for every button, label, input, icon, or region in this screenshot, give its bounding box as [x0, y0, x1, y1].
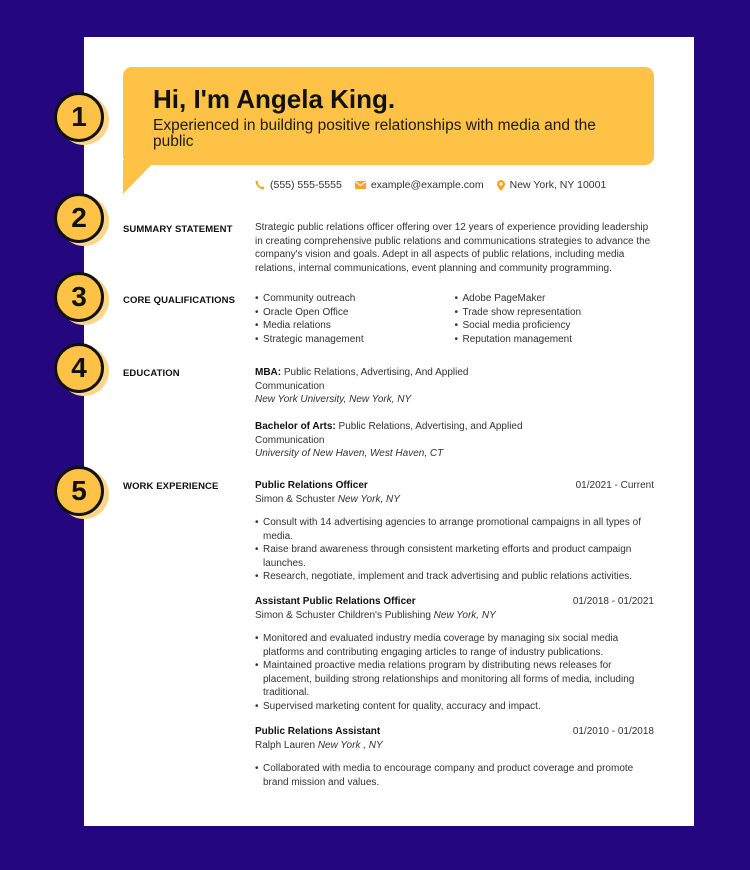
email-text: example@example.com — [370, 179, 484, 191]
contact-email[interactable] — [355, 179, 484, 191]
qualifications-list — [255, 292, 654, 346]
degree-field: Public Relations, Advertising, and Applied Communication — [255, 421, 523, 446]
school-name: University of New Haven, West Haven, CT — [255, 448, 444, 459]
phone-text: (555) 555-5555 — [270, 179, 342, 191]
summary-heading: SUMMARY STATEMENT — [123, 224, 233, 235]
education-entry — [255, 366, 525, 407]
job-entry — [255, 595, 654, 713]
job-header — [255, 725, 654, 739]
summary-text: Strategic public relations officer offering over 12 years of experience providing leadership in creating comprehensive public relations and communications strategies to advance the company's vision and goals. Adept in all aspects of public relations, including media relations, internal communications, event planning and community programming. — [255, 222, 651, 274]
badge-number: 1 — [71, 101, 87, 132]
step-badge-2 — [54, 193, 108, 247]
candidate-tagline: Experienced in building positive relationships with media and the public — [153, 117, 596, 150]
education-heading: EDUCATION — [123, 368, 180, 379]
qualifications-column-right — [455, 292, 655, 346]
qualifications-column-left — [255, 292, 455, 346]
contact-location — [497, 179, 607, 191]
job-bullet: • Collaborated with media to encourage company and product coverage and promote brand mission and values. — [255, 762, 654, 789]
experience-heading: WORK EXPERIENCE — [123, 481, 219, 492]
location-pin-icon — [497, 180, 505, 191]
degree-name: Bachelor of Arts: — [255, 421, 336, 432]
contact-phone[interactable] — [255, 179, 342, 191]
job-dates: 01/2021 - Current — [575, 480, 654, 491]
job-dates: 01/2010 - 01/2018 — [572, 726, 654, 737]
candidate-name: Hi, I'm Angela King. — [153, 84, 396, 114]
badge-number: 3 — [71, 281, 87, 312]
job-bullet: • Maintained proactive media relations program by distributing news releases for placement, building strong relationships and monitoring all forms of media, including traditional. — [255, 659, 654, 700]
job-bullet: • Supervised marketing content for quality, accuracy and impact. — [255, 700, 654, 714]
job-bullets — [255, 632, 654, 713]
step-badge-4 — [54, 343, 108, 397]
header-banner — [123, 67, 654, 165]
job-bullet: • Raise brand awareness through consistent marketing efforts and product campaign launches. — [255, 543, 654, 570]
company-name: Ralph Lauren — [255, 739, 316, 751]
job-bullets — [255, 516, 654, 584]
job-bullet: • Monitored and evaluated industry media coverage by managing six social media platforms and contributing engaging articles to range of industry publications. — [255, 632, 654, 659]
qualification-item: • Oracle Open Office — [255, 306, 455, 320]
job-dates: 01/2018 - 01/2021 — [572, 596, 654, 607]
step-badge-3 — [54, 272, 108, 326]
job-employer — [255, 739, 654, 753]
company-location: New York, NY — [337, 493, 400, 505]
location-text: New York, NY 10001 — [509, 179, 607, 191]
phone-icon — [255, 180, 265, 190]
job-bullets — [255, 762, 654, 789]
company-location: New York, NY — [433, 609, 496, 621]
company-name: Simon & Schuster Children's Publishing — [255, 609, 431, 621]
qualification-item: • Adobe PageMaker — [455, 292, 655, 306]
job-employer — [255, 609, 654, 623]
step-badge-5 — [54, 466, 108, 520]
step-badge-1 — [54, 92, 108, 146]
contact-info — [255, 179, 606, 191]
badge-number: 4 — [71, 352, 87, 383]
degree-name: MBA: — [255, 367, 282, 378]
company-location: New York , NY — [317, 739, 383, 751]
email-icon — [355, 181, 366, 189]
qualification-item: • Media relations — [255, 319, 455, 333]
education-entry — [255, 420, 525, 461]
qualification-item: • Community outreach — [255, 292, 455, 306]
job-header — [255, 479, 654, 493]
job-bullet: • Consult with 14 advertising agencies to arrange promotional campaigns in all types of media. — [255, 516, 654, 543]
badge-number: 5 — [71, 475, 87, 506]
qualification-item: • Reputation management — [455, 333, 655, 347]
qualification-item: • Strategic management — [255, 333, 455, 347]
banner-speech-tail — [123, 160, 156, 194]
job-entry — [255, 479, 654, 584]
degree-field: Public Relations, Advertising, And Applied Communication — [255, 367, 469, 392]
job-title: Public Relations Assistant — [255, 726, 381, 737]
job-entry — [255, 725, 654, 789]
job-title: Public Relations Officer — [255, 480, 368, 491]
job-header — [255, 595, 654, 609]
qualification-item: • Trade show representation — [455, 306, 655, 320]
qualification-item: • Social media proficiency — [455, 319, 655, 333]
qualifications-heading: CORE QUALIFICATIONS — [123, 295, 236, 306]
badge-number: 2 — [71, 202, 87, 233]
school-name: New York University, New York, NY — [255, 394, 412, 405]
job-bullet: • Research, negotiate, implement and track advertising and public relations activities. — [255, 570, 654, 584]
company-name: Simon & Schuster — [255, 493, 336, 505]
job-employer — [255, 493, 654, 507]
job-title: Assistant Public Relations Officer — [255, 596, 416, 607]
